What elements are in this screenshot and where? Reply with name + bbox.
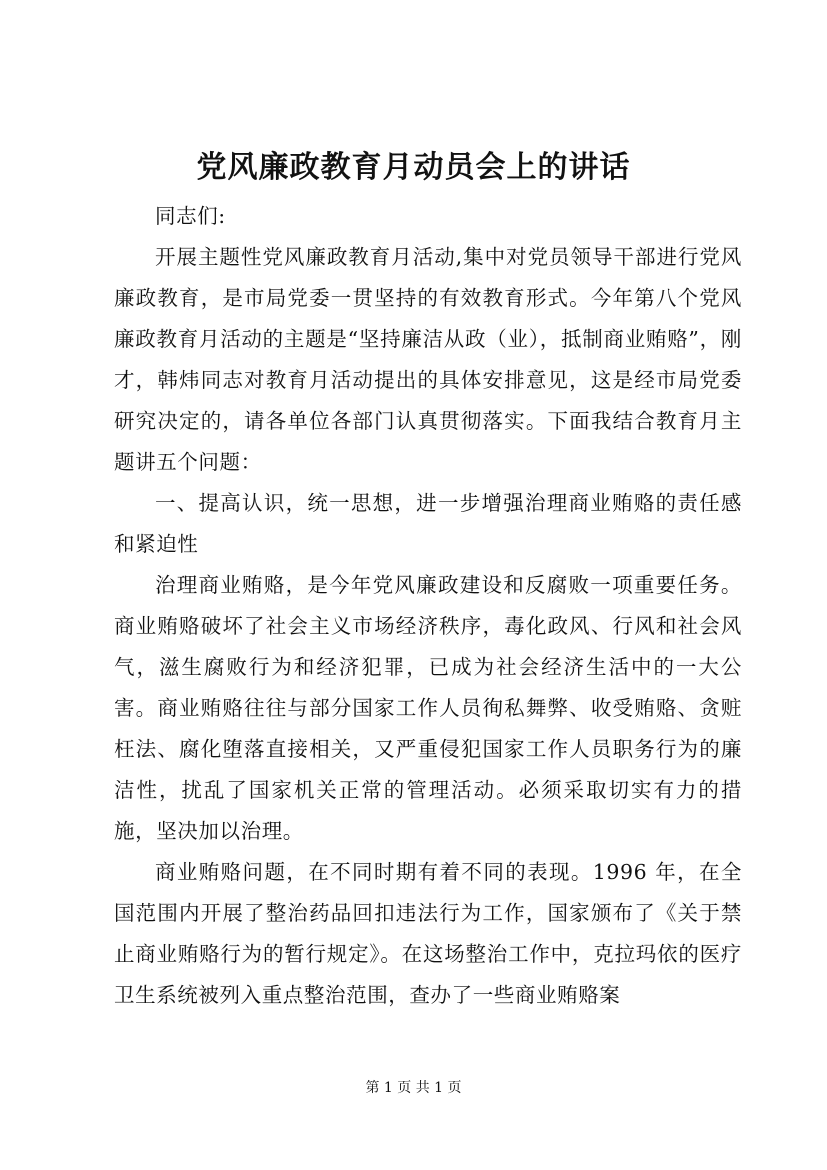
body-paragraph: 治理商业贿赂，是今年党风廉政建设和反腐败一项重要任务。商业贿赂破坏了社会主义市场经济秩序，毒化政风、行风和社会风气，滋生腐败行为和经济犯罪，已成为社会经济生活中的一大公害。商业贿赂往往与部分国家工作人员徇私舞弊、收受贿赂、贪赃枉法、腐化堕落直接相关，又严重侵犯国家工作人员职务行为的廉洁性，扰乱了国家机关正常的管理活动。必须采取切实有力的措施，坚决加以治理。 bbox=[114, 573, 742, 843]
document-body bbox=[114, 196, 742, 1016]
section-heading-1: 一、提高认识，统一思想，进一步增强治理商业贿赂的责任感和紧迫性 bbox=[114, 491, 742, 556]
document-title: 党风廉政教育月动员会上的讲话 bbox=[196, 150, 631, 185]
body-paragraph: 商业贿赂问题，在不同时期有着不同的表现。1996 年，在全国范围内开展了整治药品回扣违法行为工作，国家颁布了《关于禁止商业贿赂行为的暂行规定》。在这场整治工作中，克拉玛依的医疗卫生系统被列入重点整治范围，查办了一些商业贿赂案 bbox=[114, 860, 742, 1007]
page-footer: 第 1 页 共 1 页 bbox=[365, 1080, 462, 1096]
intro-paragraph: 开展主题性党风廉政教育月活动,集中对党员领导干部进行党风廉政教育，是市局党委一贯坚持的有效教育形式。今年第八个党风廉政教育月活动的主题是“坚持廉洁从政（业），抵制商业贿赂”，刚才，韩炜同志对教育月活动提出的具体安排意见，这是经市局党委研究决定的，请各单位各部门认真贯彻落实。下面我结合教育月主题讲五个问题： bbox=[114, 245, 742, 474]
salutation-paragraph: 同志们: bbox=[155, 204, 226, 228]
